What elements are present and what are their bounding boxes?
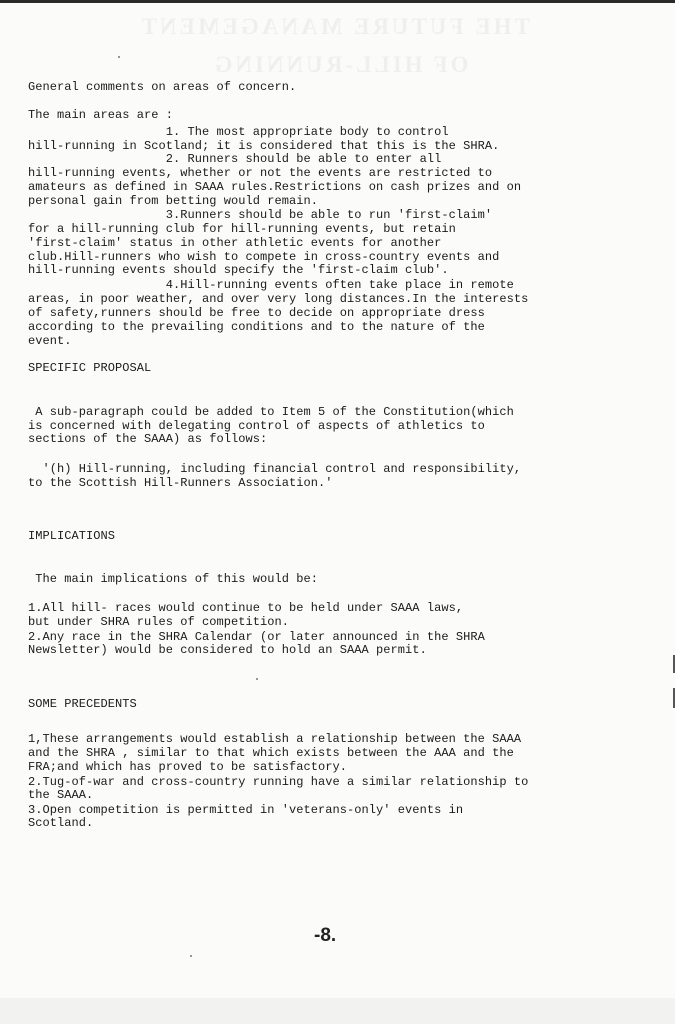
implications-intro: The main implications of this would be: bbox=[28, 572, 319, 586]
concern-line: 1. The most appropriate body to control bbox=[28, 125, 449, 139]
implication-line: 1.All hill- races would continue to be held under SAAA laws, bbox=[28, 601, 464, 615]
concern-line: 'first-claim' status in other athletic events for another bbox=[28, 236, 442, 250]
page-number: -8. bbox=[314, 925, 337, 946]
section-heading-implications: IMPLICATIONS bbox=[28, 529, 116, 543]
proposal-line: is concerned with delegating control of aspects of athletics to bbox=[28, 419, 485, 433]
concern-line: for a hill-running club for hill-running events, but retain bbox=[28, 222, 456, 236]
concern-line: 3.Runners should be able to run 'first-claim' bbox=[28, 208, 493, 222]
section-heading-general: General comments on areas of concern. bbox=[28, 80, 297, 94]
quoted-subparagraph-line: '(h) Hill-running, including financial control and responsibility, bbox=[28, 462, 522, 476]
concern-line: hill-running in Scotland; it is considered that this is the SHRA. bbox=[28, 139, 500, 153]
concern-line: hill-running events should specify the 'first-claim club'. bbox=[28, 263, 449, 277]
concern-line: 2. Runners should be able to enter all bbox=[28, 152, 442, 166]
concern-line: areas, in poor weather, and over very long distances.In the interests bbox=[28, 292, 529, 306]
quoted-subparagraph-line: to the Scottish Hill-Runners Association.' bbox=[28, 476, 333, 490]
concern-line: event. bbox=[28, 334, 72, 348]
intro-text: The main areas are : bbox=[28, 108, 174, 122]
scan-speck bbox=[256, 678, 258, 680]
implication-line: but under SHRA rules of competition. bbox=[28, 615, 290, 629]
proposal-line: A sub-paragraph could be added to Item 5 of the Constitution(which bbox=[28, 405, 514, 419]
precedent-line: 3.Open competition is permitted in 'veterans-only' events in bbox=[28, 803, 464, 817]
implication-line: Newsletter) would be considered to hold an SAAA permit. bbox=[28, 643, 427, 657]
concern-line: club.Hill-runners who wish to compete in cross-country events and bbox=[28, 250, 500, 264]
precedent-line: 1,These arrangements would establish a relationship between the SAAA bbox=[28, 732, 522, 746]
ghost-title-line bbox=[150, 14, 530, 40]
implication-line: 2.Any race in the SHRA Calendar (or later announced in the SHRA bbox=[28, 630, 485, 644]
precedent-line: FRA;and which has proved to be satisfactory. bbox=[28, 760, 348, 774]
precedent-line: 2.Tug-of-war and cross-country running have a similar relationship to bbox=[28, 775, 529, 789]
concern-line: hill-running events, whether or not the events are restricted to bbox=[28, 166, 493, 180]
concern-line: according to the prevailing conditions and to the nature of the bbox=[28, 320, 485, 334]
proposal-line: sections of the SAAA) as follows: bbox=[28, 432, 268, 446]
concern-line: personal gain from betting would remain. bbox=[28, 194, 319, 208]
precedent-line: and the SHRA , similar to that which exists between the AAA and the bbox=[28, 746, 514, 760]
concern-line: amateurs as defined in SAAA rules.Restrictions on cash prizes and on bbox=[28, 180, 522, 194]
precedent-line: Scotland. bbox=[28, 816, 94, 830]
concern-line: of safety,runners should be free to decide on appropriate dress bbox=[28, 306, 485, 320]
ghost-title-line bbox=[150, 52, 530, 78]
precedent-line: the SAAA. bbox=[28, 788, 94, 802]
scan-speck bbox=[118, 56, 120, 58]
concern-line: 4.Hill-running events often take place in remote bbox=[28, 278, 514, 292]
scan-speck bbox=[190, 955, 192, 957]
scan-bottom-band bbox=[0, 998, 675, 1024]
section-heading-precedents: SOME PRECEDENTS bbox=[28, 697, 137, 711]
scan-top-edge bbox=[0, 0, 675, 3]
section-heading-proposal: SPECIFIC PROPOSAL bbox=[28, 361, 152, 375]
